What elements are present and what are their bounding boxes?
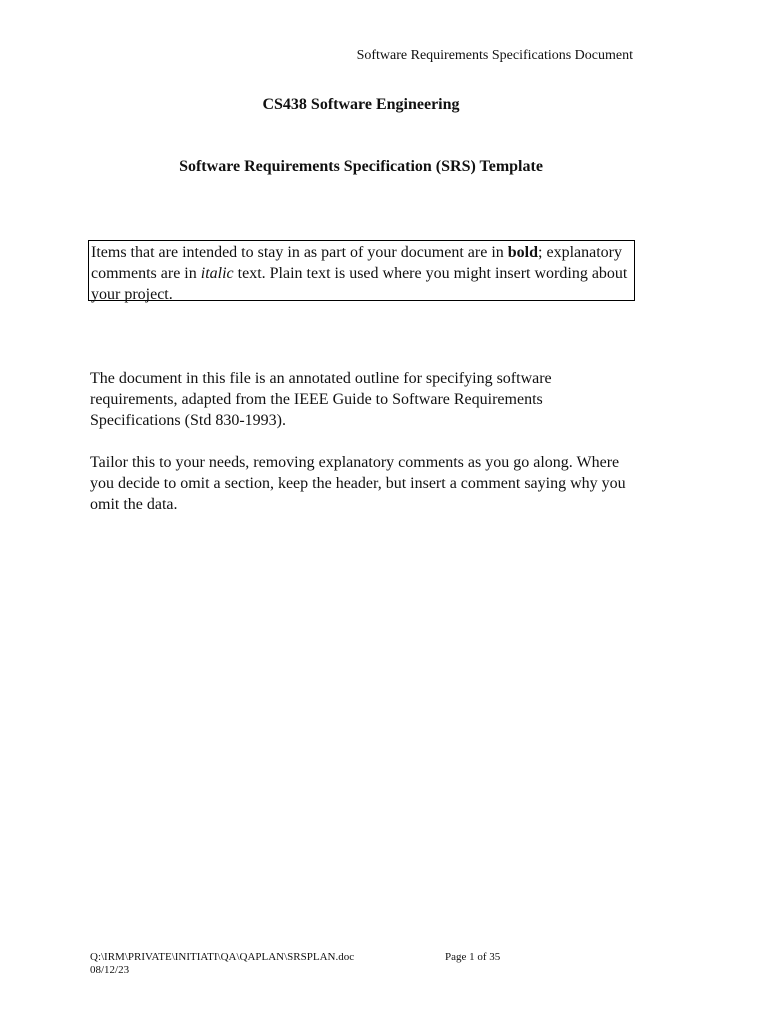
running-header: Software Requirements Specifications Document <box>356 48 633 63</box>
note-bold-word: bold <box>507 244 539 261</box>
course-title: CS438 Software Engineering <box>262 96 460 113</box>
template-title: Software Requirements Specification (SRS) Template <box>179 158 543 175</box>
tailor-paragraph: Tailor this to your needs, removing explanatory comments as you go along. Where you decide to omit a section, keep the header, but insert a comment saying why you omit the data. <box>90 454 626 513</box>
footer-file-path: Q:\IRM\PRIVATE\INITIATI\QA\QAPLAN\SRSPLAN.doc <box>90 951 355 963</box>
note-italic-word: italic <box>200 265 234 282</box>
footer-date: 08/12/23 <box>90 964 130 976</box>
note-text-part3: text. Plain text is used where you might insert wording about your project. <box>91 265 628 303</box>
formatting-note-box <box>88 240 635 301</box>
note-text-part2: ; explanatory comments are in <box>91 244 622 282</box>
footer-page-number: Page 1 of 35 <box>445 951 501 963</box>
intro-paragraph: The document in this file is an annotated outline for specifying software requirements, adapted from the IEEE Guide to Software Requirements Specifications (Std 830-1993). <box>90 370 552 429</box>
footer-file-info <box>90 951 354 977</box>
note-text-part1: Items that are intended to stay in as part of your document are in <box>91 244 508 261</box>
